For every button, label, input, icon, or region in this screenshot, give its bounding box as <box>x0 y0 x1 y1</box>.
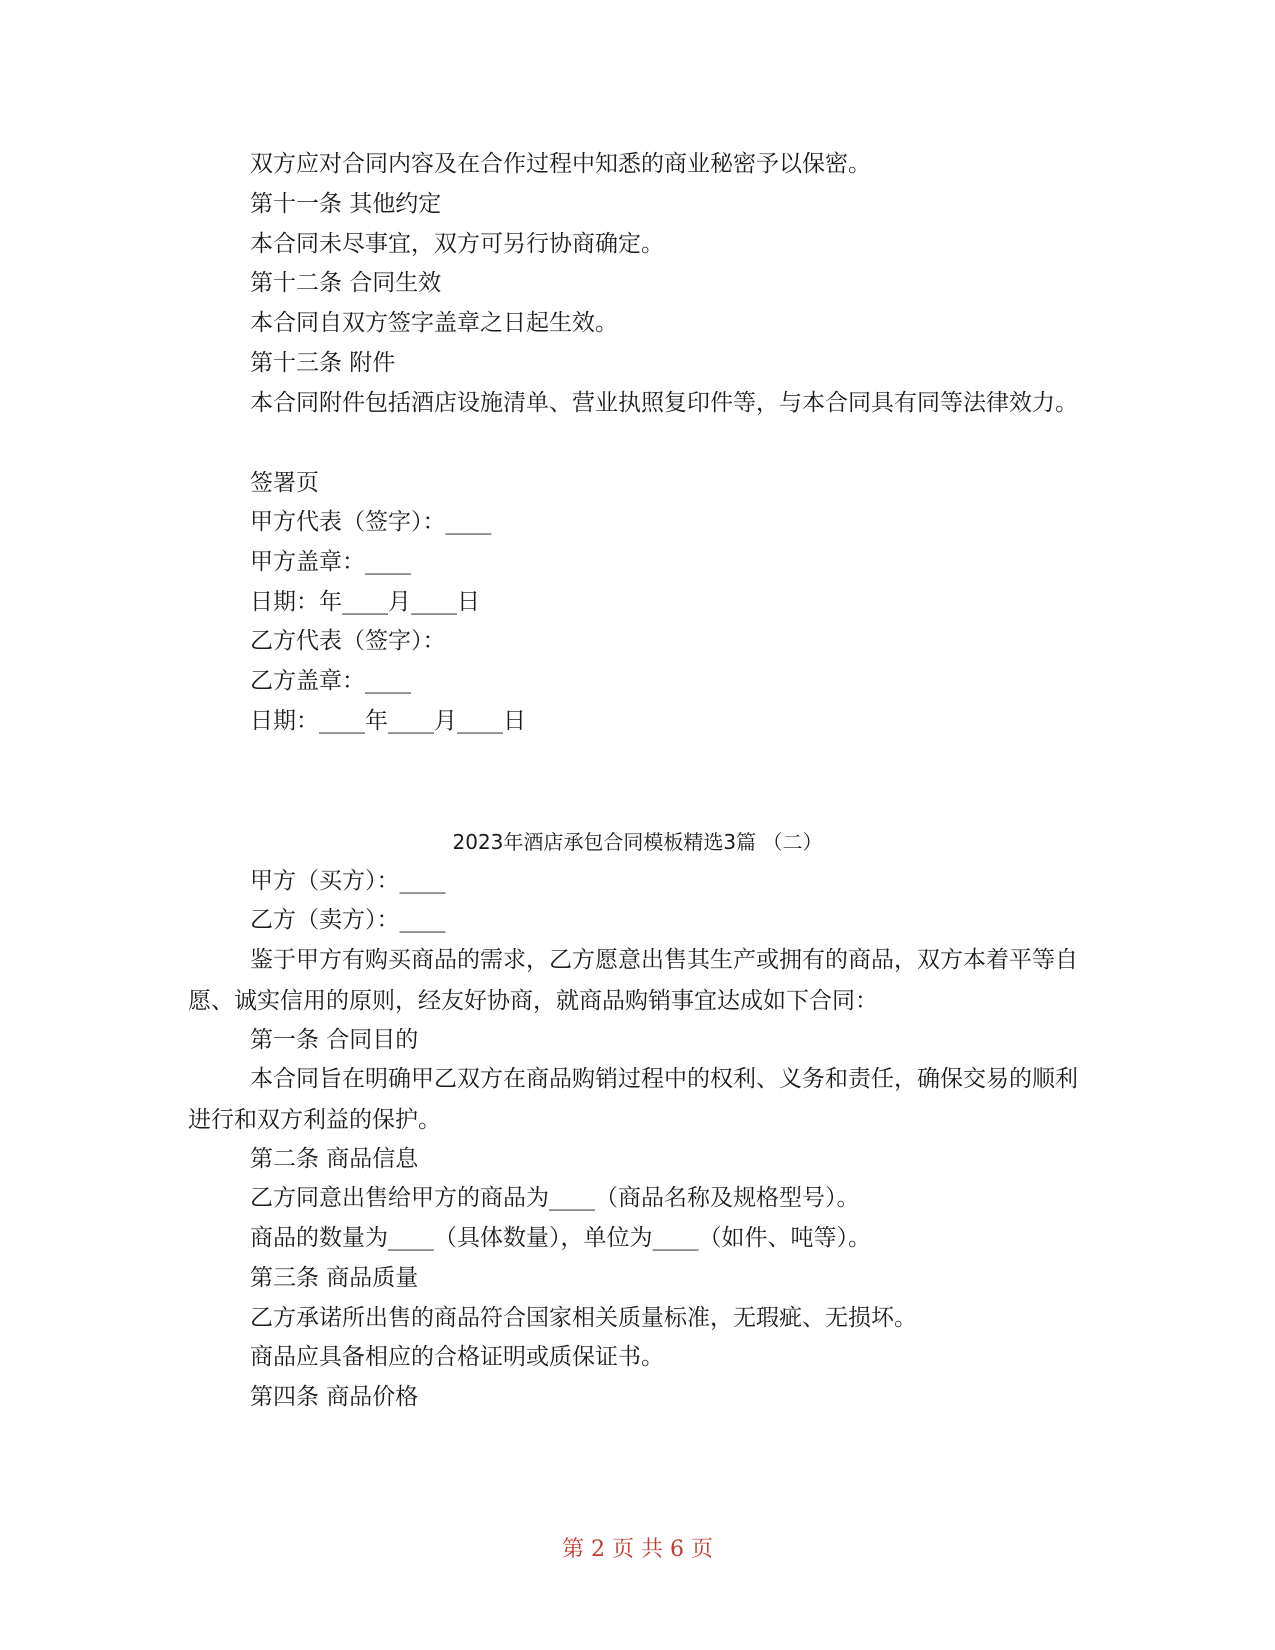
paragraph: 本合同附件包括酒店设施清单、营业执照复印件等，与本合同具有同等法律效力。 <box>250 390 1078 416</box>
signature-line: 日期：年____月____日 <box>250 589 480 615</box>
article-heading: 第十一条 其他约定 <box>250 191 442 217</box>
paragraph: 本合同旨在明确甲乙双方在商品购销过程中的权利、义务和责任，确保交易的顺利进行和双方利益的保护。 <box>188 1066 1078 1133</box>
article-heading: 第一条 合同目的 <box>250 1027 419 1053</box>
section-title: 2023年酒店承包合同模板精选3篇 （二） <box>452 830 823 854</box>
paragraph: 商品应具备相应的合格证明或质保证书。 <box>250 1344 664 1370</box>
page-number: 第 2 页 共 6 页 <box>562 1537 713 1562</box>
party-line: 甲方（买方）：____ <box>250 868 446 894</box>
paragraph: 商品的数量为____（具体数量），单位为____（如件、吨等）。 <box>250 1225 871 1251</box>
paragraph: 鉴于甲方有购买商品的需求，乙方愿意出售其生产或拥有的商品，双方本着平等自愿、诚实信用的原则，经友好协商，就商品购销事宜达成如下合同： <box>188 947 1078 1014</box>
party-line: 乙方（卖方）：____ <box>250 907 446 933</box>
signature-line: 乙方代表（签字）： <box>250 628 446 654</box>
article-heading: 第四条 商品价格 <box>250 1384 419 1410</box>
paragraph: 乙方同意出售给甲方的商品为____（商品名称及规格型号）。 <box>250 1185 860 1211</box>
article-heading: 第十三条 附件 <box>250 350 396 376</box>
paragraph: 双方应对合同内容及在合作过程中知悉的商业秘密予以保密。 <box>250 151 871 177</box>
signature-heading: 签署页 <box>250 470 319 496</box>
paragraph: 乙方承诺所出售的商品符合国家相关质量标准，无瑕疵、无损坏。 <box>250 1305 917 1331</box>
signature-line: 乙方盖章：____ <box>250 668 411 694</box>
paragraph: 本合同自双方签字盖章之日起生效。 <box>250 310 618 336</box>
article-heading: 第三条 商品质量 <box>250 1265 419 1291</box>
signature-line: 日期：____年____月____日 <box>250 708 526 734</box>
signature-line: 甲方代表（签字）：____ <box>250 509 492 535</box>
paragraph: 本合同未尽事宜，双方可另行协商确定。 <box>250 231 664 257</box>
article-heading: 第二条 商品信息 <box>250 1146 419 1172</box>
signature-line: 甲方盖章：____ <box>250 549 411 575</box>
article-heading: 第十二条 合同生效 <box>250 270 442 296</box>
